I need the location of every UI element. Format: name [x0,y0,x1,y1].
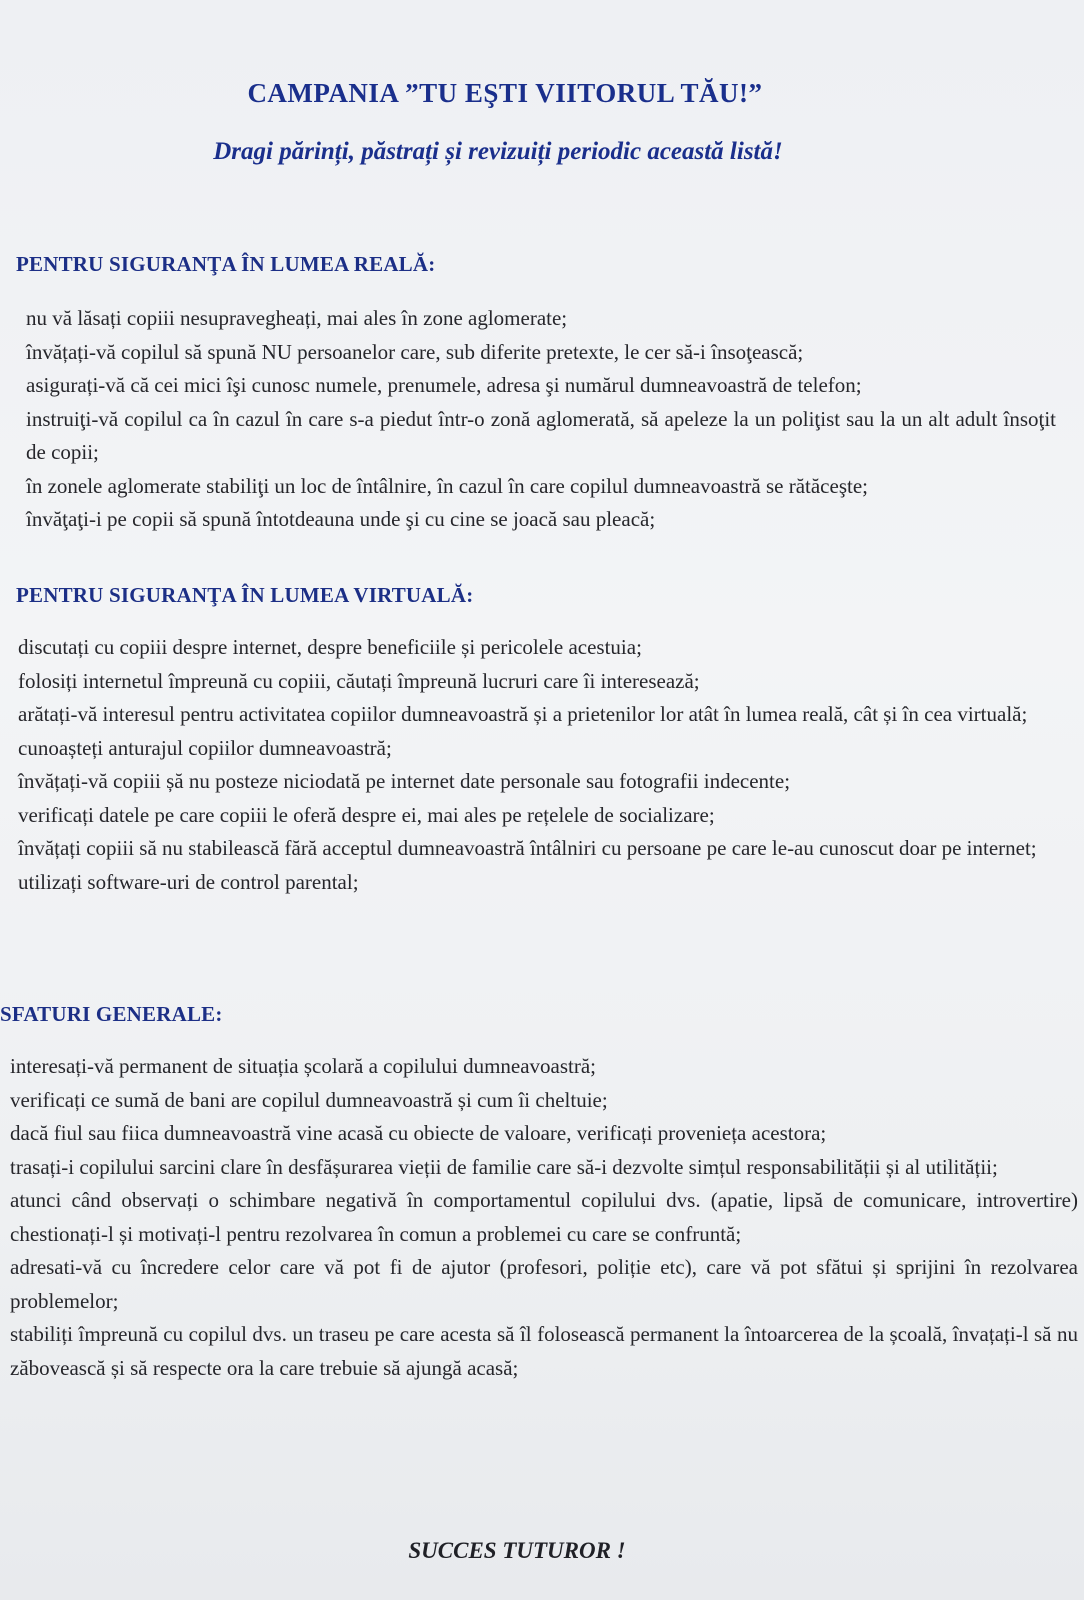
list-item: atunci când observați o schimbare negativă în comportamentul copilului dvs. (apatie, lipsă de comunicare, introvertire) chestionați-l și motivați-l pentru rezolvarea în comun a problemei cu care se confruntă; [10,1188,1078,1246]
campaign-subtitle: Dragi părinți, păstrați și revizuiți periodic această listă! [213,138,783,165]
list-item: dacă fiul sau fiica dumneavoastră vine acasă cu obiecte de valoare, verificați provenieța acestora; [10,1121,827,1145]
virtual-world-list [18,631,1066,899]
closing-message: SUCCES TUTUROR ! [408,1538,626,1563]
list-item: interesați-vă permanent de situația școlară a copilului dumneavoastră; [10,1054,597,1078]
section-heading-virtual-world: PENTRU SIGURANŢA ÎN LUMEA VIRTUALĂ: [16,583,474,607]
list-item: discutați cu copiii despre internet, despre beneficiile și pericolele acestuia; [18,635,642,659]
campaign-title: CAMPANIA ”TU EŞTI VIITORUL TĂU!” [247,78,763,108]
list-item: nu vă lăsați copiii nesupravegheați, mai ales în zone aglomerate; [26,306,568,330]
list-item: trasați-i copilului sarcini clare în desfășurarea vieții de familie care să-i dezvolte simțul responsabilității și al utilității; [10,1154,998,1179]
list-item: arătați-vă interesul pentru activitatea copiilor dumneavoastră și a prietenilor lor atât în lumea reală, cât și în cea virtuală; [18,702,1028,726]
list-item: instruiţi-vă copilul ca în cazul în care s-a piedut într-o zonă aglomerată, să apeleze la un poliţist sau la un alt adult însoţit de copii; [26,406,1056,464]
list-item: învățați copiii să nu stabilească fără acceptul dumneavoastră întâlniri cu persoane pe care le-au cunoscut doar pe internet; [18,836,1037,860]
general-advice-list [10,1050,1078,1385]
list-item: verificați ce sumă de bani are copilul dumneavoastră și cum îi cheltuie; [10,1087,608,1112]
list-item: folosiți internetul împreună cu copiii, căutați împreună lucruri care îi interesează; [18,668,700,693]
list-item: în zonele aglomerate stabiliţi un loc de întâlnire, în cazul în care copilul dumneavoastră se rătăceşte; [26,473,868,498]
list-item: învăţaţi-i pe copii să spună întotdeauna unde şi cu cine se joacă sau pleacă; [26,507,656,531]
list-item: învățați-vă copilul să spună NU persoanelor care, sub diferite pretexte, le cer să-i însoţească; [26,339,804,364]
list-item: verificați datele pe care copiii le oferă despre ei, mai ales pe rețelele de socializare; [18,802,715,827]
list-item: asigurați-vă că cei mici îşi cunosc numele, prenumele, adresa şi numărul dumneavoastră de telefon; [26,373,862,397]
list-item: învățați-vă copiii șă nu posteze niciodată pe internet date personale sau fotografii indecente; [18,769,791,793]
real-world-list [26,302,1056,537]
section-heading-real-world: PENTRU SIGURANŢA ÎN LUMEA REALĂ: [16,252,436,276]
section-heading-general-advice: SFATURI GENERALE: [0,1002,223,1026]
list-item: utilizați software-uri de control parental; [18,869,359,894]
list-item: adresati-vă cu încredere celor care vă pot fi de ajutor (profesori, poliție etc), care vă pot sfătui și sprijini în rezolvarea problemelor; [10,1255,1078,1313]
list-item: cunoașteți anturajul copiilor dumneavoastră; [18,735,392,760]
list-item: stabiliți împreună cu copilul dvs. un traseu pe care acesta să îl folosească permanent la întoarcerea de la școală, învațați-l să nu zăbovească și să respecte ora la care trebuie să ajungă acasă; [10,1322,1078,1380]
